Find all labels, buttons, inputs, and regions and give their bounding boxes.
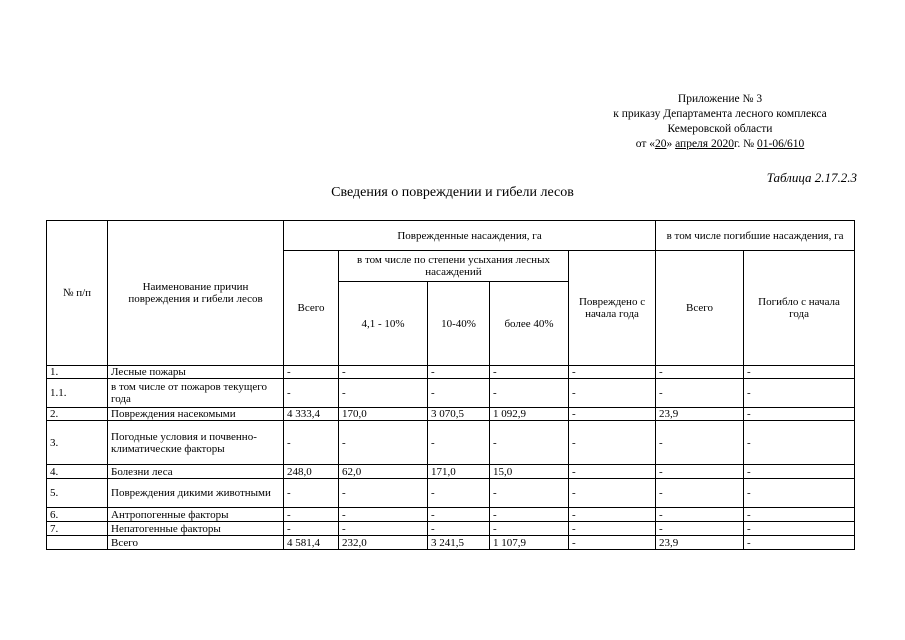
row-name: Непатогенные факторы <box>108 522 284 536</box>
row-num: 3. <box>47 421 108 465</box>
cell-degree-1: 62,0 <box>339 465 428 479</box>
header-degree-2: 10-40% <box>428 282 490 366</box>
appendix-block <box>560 92 880 152</box>
forest-damage-table <box>46 220 855 550</box>
cell-dead-since: - <box>744 366 855 379</box>
cell-degree-3: - <box>490 421 569 465</box>
cell-dead-since: - <box>744 379 855 408</box>
cell-dead-total: - <box>656 465 744 479</box>
appendix-title: Приложение № 3 <box>677 93 763 105</box>
table-row <box>47 479 855 508</box>
row-name: Всего <box>108 536 284 550</box>
appendix-region: Кемеровской области <box>667 123 773 135</box>
cell-damaged-since: - <box>569 465 656 479</box>
cell-damaged-since: - <box>569 366 656 379</box>
cell-total: - <box>284 522 339 536</box>
cell-degree-2: - <box>428 508 490 522</box>
cell-degree-1: - <box>339 421 428 465</box>
cell-dead-since: - <box>744 479 855 508</box>
cell-dead-since: - <box>744 465 855 479</box>
row-name: Повреждения насекомыми <box>108 408 284 421</box>
row-name: Болезни леса <box>108 465 284 479</box>
row-name: Антропогенные факторы <box>108 508 284 522</box>
cell-degree-2: 171,0 <box>428 465 490 479</box>
date-month-year: апреля 2020 <box>675 138 734 150</box>
cell-degree-2: - <box>428 379 490 408</box>
cell-dead-since: - <box>744 408 855 421</box>
header-num: № п/п <box>47 221 108 366</box>
date-prefix: от « <box>635 138 655 150</box>
cell-dead-since: - <box>744 508 855 522</box>
cell-degree-1: 170,0 <box>339 408 428 421</box>
cell-damaged-since: - <box>569 522 656 536</box>
row-num: 5. <box>47 479 108 508</box>
table-row <box>47 465 855 479</box>
cell-total: - <box>284 421 339 465</box>
cell-damaged-since: - <box>569 508 656 522</box>
table-row <box>47 421 855 465</box>
cell-degree-3: - <box>490 379 569 408</box>
date-sep: » <box>666 138 676 150</box>
table-row <box>47 508 855 522</box>
row-name: Лесные пожары <box>108 366 284 379</box>
cell-total: - <box>284 379 339 408</box>
cell-degree-2: - <box>428 479 490 508</box>
header-degree-3: более 40% <box>490 282 569 366</box>
cell-dead-since: - <box>744 536 855 550</box>
table-total-row <box>47 536 855 550</box>
cell-degree-1: 232,0 <box>339 536 428 550</box>
cell-total: 4 581,4 <box>284 536 339 550</box>
cell-dead-total: 23,9 <box>656 408 744 421</box>
row-num: 1. <box>47 366 108 379</box>
cell-dead-total: - <box>656 366 744 379</box>
row-num: 7. <box>47 522 108 536</box>
cell-total: 248,0 <box>284 465 339 479</box>
cell-dead-total: 23,9 <box>656 536 744 550</box>
cell-degree-1: - <box>339 522 428 536</box>
cell-degree-3: - <box>490 508 569 522</box>
table-row <box>47 379 855 408</box>
header-damaged-since: Повреждено с начала года <box>569 251 656 366</box>
row-name: Повреждения дикими животными <box>108 479 284 508</box>
cell-degree-3: - <box>490 479 569 508</box>
cell-degree-3: 1 107,9 <box>490 536 569 550</box>
row-num: 2. <box>47 408 108 421</box>
cell-total: 4 333,4 <box>284 408 339 421</box>
header-damaged-group: Поврежденные насаждения, га <box>284 221 656 251</box>
cell-dead-since: - <box>744 522 855 536</box>
row-num: 6. <box>47 508 108 522</box>
header-cause: Наименование причин повреждения и гибели лесов <box>108 221 284 366</box>
appendix-date-line <box>560 137 880 152</box>
table-body <box>47 366 855 550</box>
order-number-prefix: г. № <box>733 138 757 150</box>
table-row <box>47 408 855 421</box>
cell-dead-since: - <box>744 421 855 465</box>
cell-damaged-since: - <box>569 408 656 421</box>
cell-dead-total: - <box>656 421 744 465</box>
row-name: в том числе от пожаров текущего года <box>108 379 284 408</box>
date-day: 20 <box>654 138 667 150</box>
row-num <box>47 536 108 550</box>
table-row <box>47 366 855 379</box>
cell-degree-2: 3 241,5 <box>428 536 490 550</box>
cell-degree-3: 1 092,9 <box>490 408 569 421</box>
cell-degree-1: - <box>339 479 428 508</box>
cell-total: - <box>284 366 339 379</box>
table-number: Таблица 2.17.2.3 <box>766 170 857 185</box>
cell-damaged-since: - <box>569 421 656 465</box>
cell-degree-1: - <box>339 508 428 522</box>
table-row <box>47 522 855 536</box>
cell-degree-2: - <box>428 522 490 536</box>
cell-dead-total: - <box>656 379 744 408</box>
row-num: 1.1. <box>47 379 108 408</box>
cell-total: - <box>284 508 339 522</box>
cell-damaged-since: - <box>569 479 656 508</box>
cell-degree-3: - <box>490 366 569 379</box>
cell-degree-1: - <box>339 366 428 379</box>
cell-degree-3: 15,0 <box>490 465 569 479</box>
header-total: Всего <box>284 251 339 366</box>
cell-degree-2: 3 070,5 <box>428 408 490 421</box>
header-degree-1: 4,1 - 10% <box>339 282 428 366</box>
cell-degree-2: - <box>428 366 490 379</box>
order-number: 01-06/610 <box>757 138 805 150</box>
cell-degree-3: - <box>490 522 569 536</box>
appendix-order: к приказу Департамента лесного комплекса <box>613 108 827 120</box>
cell-degree-1: - <box>339 379 428 408</box>
row-name: Погодные условия и почвенно-климатические факторы <box>108 421 284 465</box>
cell-dead-total: - <box>656 508 744 522</box>
table-header <box>47 221 855 366</box>
row-num: 4. <box>47 465 108 479</box>
cell-damaged-since: - <box>569 379 656 408</box>
cell-dead-total: - <box>656 479 744 508</box>
cell-degree-2: - <box>428 421 490 465</box>
header-degree-group: в том числе по степени усыхания лесных насаждений <box>339 251 569 282</box>
header-dead-total: Всего <box>656 251 744 366</box>
cell-dead-total: - <box>656 522 744 536</box>
document-title: Сведения о повреждении и гибели лесов <box>331 185 574 200</box>
header-dead-group: в том числе погибшие насаждения, га <box>656 221 855 251</box>
cell-damaged-since: - <box>569 536 656 550</box>
header-dead-since: Погибло с начала года <box>744 251 855 366</box>
cell-total: - <box>284 479 339 508</box>
